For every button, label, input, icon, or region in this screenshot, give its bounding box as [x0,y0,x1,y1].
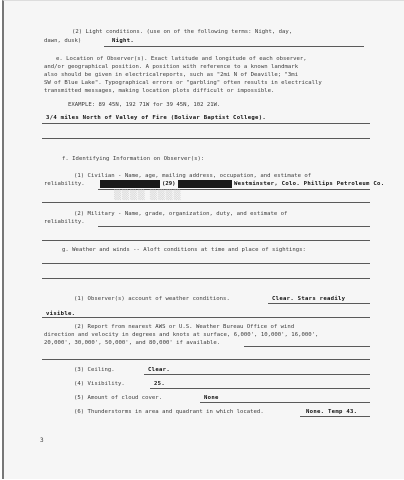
location-rule-1 [42,123,370,124]
location-line3: also should be given in electricalreports, such as "2mi N of Deaville; "3mi [44,72,299,78]
ceiling-label: (3) Ceiling. [74,367,115,373]
weather-heading: g. Weather and winds -- Aloft conditions at time and place of sightings: [62,247,306,253]
visibility-label: (4) Visibility. [74,381,125,387]
civilian-rule-2 [42,202,370,203]
ceiling-rule [144,374,370,375]
report-line1: (2) Report from nearest AWS or U.S. Weather Bureau Office of wind [74,324,295,330]
civilian-line1: (1) Civilian - Name, age, mailing address, occupation, and estimate of [74,173,312,179]
observer-weather-value-cont: visible. [46,311,76,317]
thunderstorms-value: None. Temp 43. [306,409,358,415]
light-conditions-rule [104,46,364,47]
report-rule-1 [244,346,370,347]
location-line1: e. Location of Observer(s). Exact latitude and longitude of each observer, [56,56,307,62]
document-page [2,0,404,479]
military-line1: (2) Military - Name, grade, organization, duty, and estimate of [74,211,288,217]
thunderstorms-rule [300,416,370,417]
military-line2: reliability. [44,219,85,225]
military-rule-2 [42,240,370,241]
cloud-cover-value: None [204,395,219,401]
light-conditions-line2: dawn, dusk) [44,38,82,44]
location-line2: and/or geographical position. A position with reference to a known landmark [44,64,299,70]
civilian-value: Westminster, Colo. Phillips Petroleum Co. [234,181,385,187]
report-line3: 20,000', 30,000', 50,000', and 80,000' if available. [44,340,221,346]
light-conditions-line1: (2) Light conditions. (use on of the following terms: Night, day, [72,29,293,35]
observer-weather-value: Clear. Stars readily [272,296,346,302]
identifying-heading: f. Identifying Information on Observer(s): [62,156,205,162]
observer-weather-label: (1) Observer(s) account of weather conditions. [74,296,230,302]
cloud-cover-label: (5) Amount of cloud cover. [74,395,163,401]
page-number: 3 [40,437,44,444]
visibility-rule [150,388,370,389]
civilian-address-redaction [178,180,232,188]
cloud-cover-rule [200,402,370,403]
civilian-line2: reliability. [44,181,85,187]
civilian-name-redaction [100,180,160,188]
light-conditions-value: Night. [112,38,135,44]
location-example: EXAMPLE: 89 45N, 192 71W for 39 45N, 102 21W. [68,102,221,108]
civilian-redaction-stamp: ▒▒▒▒ ▒▒▒▒ [114,191,182,201]
military-rule-1 [98,226,370,227]
weather-rule-1 [42,263,370,264]
civilian-rule-1 [98,189,370,190]
thunderstorms-label: (6) Thunderstorms in area and quadrant in which located. [74,409,264,415]
location-line4: SW of Blue Lake". Typographical errors or "garbling" often results in electrically [44,80,322,86]
civilian-age: (29) [162,181,176,187]
location-rule-2 [42,138,370,139]
report-rule-2 [42,359,370,360]
location-line5: transmitted messages, making location plots difficult or impossible. [44,88,275,94]
ceiling-value: Clear. [148,367,171,373]
weather-rule-2 [42,278,370,279]
visibility-value: 25. [154,381,166,387]
observer-weather-rule [268,303,370,304]
location-value: 3/4 miles North of Valley of Fire (Bolivar Baptist College). [46,115,267,121]
report-line2: direction and velocity in degrees and knots at surface, 6,000', 10,000', 16,000', [44,332,319,338]
observer-weather-rule-2 [42,317,370,318]
